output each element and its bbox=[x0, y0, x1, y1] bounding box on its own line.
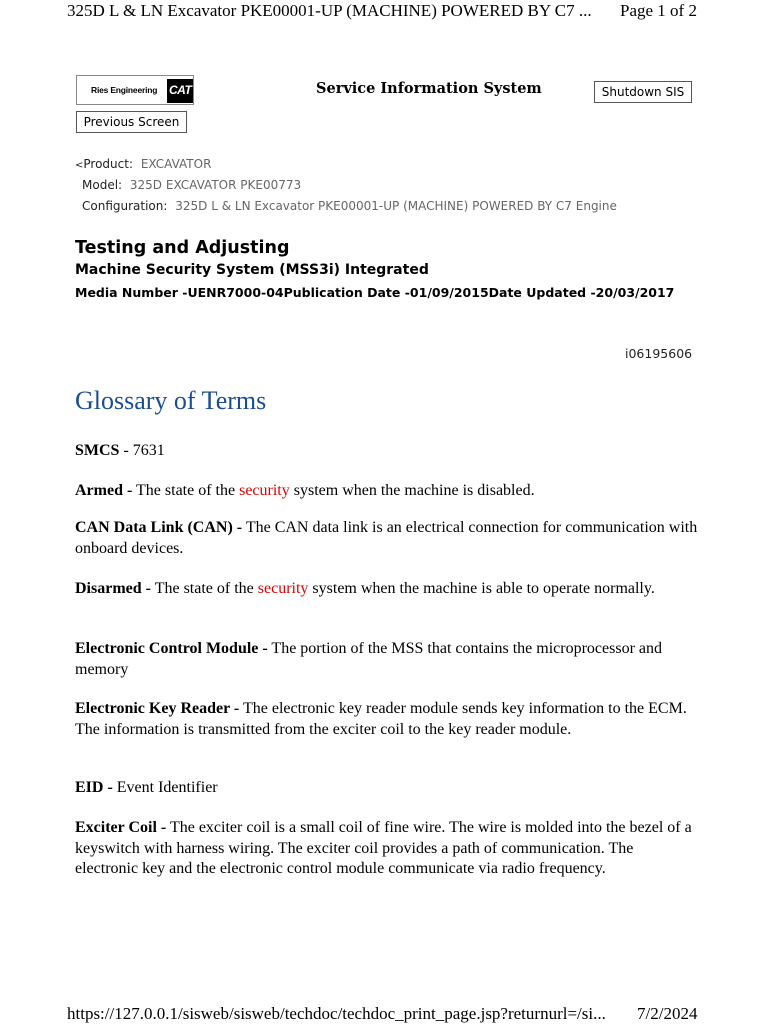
print-footer-url: https://127.0.0.1/sisweb/sisweb/techdoc/techdoc_print_page.jsp?returnurl=/si... bbox=[67, 1004, 606, 1023]
document-type: Testing and Adjusting bbox=[75, 238, 290, 258]
term-label: Exciter Coil - bbox=[75, 819, 167, 836]
term-label: Armed - bbox=[75, 482, 133, 499]
product-label: Product: bbox=[83, 157, 133, 171]
document-subtitle: Machine Security System (MSS3i) Integrated bbox=[75, 262, 429, 278]
term-text: Event Identifier bbox=[112, 779, 218, 796]
term-text: The electronic key reader module sends key information to the ECM. The information is transmitted from the exciter coil to the key reader module. bbox=[75, 700, 687, 738]
document-id: i06195606 bbox=[625, 346, 693, 361]
term-text: The state of the bbox=[150, 580, 258, 597]
model-label: Model: bbox=[82, 178, 123, 192]
back-chevron-icon[interactable]: < bbox=[75, 160, 84, 171]
cat-logo-text: CAT bbox=[169, 83, 192, 97]
smcs-line bbox=[75, 441, 700, 462]
dealer-name: Ries Engineering bbox=[91, 85, 158, 95]
glossary-entry bbox=[75, 778, 700, 799]
glossary-entry bbox=[75, 639, 700, 680]
term-text: The state of the bbox=[132, 482, 240, 499]
dealer-logo bbox=[76, 75, 194, 105]
shutdown-sis-button[interactable]: Shutdown SIS bbox=[594, 81, 692, 103]
model-value: 325D EXCAVATOR PKE00773 bbox=[129, 178, 302, 192]
media-info: Media Number -UENR7000-04Publication Date -01/09/2015Date Updated -20/03/2017 bbox=[75, 285, 675, 300]
glossary-entry bbox=[75, 579, 700, 600]
term-label: Electronic Key Reader - bbox=[75, 700, 240, 717]
term-text: The exciter coil is a small coil of fine wire. The wire is molded into the bezel of a keyswitch with harness wiring. The exciter coil provides a path of communication. The electronic key and the electronic control module communicate via radio frequency. bbox=[75, 819, 692, 877]
glossary-entry bbox=[75, 699, 700, 740]
product-value: EXCAVATOR bbox=[140, 157, 212, 171]
glossary-entry bbox=[75, 518, 700, 559]
glossary-entry bbox=[75, 481, 700, 502]
term-text: system when the machine is disabled. bbox=[289, 482, 535, 499]
cat-logo-icon bbox=[167, 79, 193, 103]
term-text: The portion of the MSS that contains the microprocessor and memory bbox=[75, 640, 663, 678]
previous-screen-button[interactable]: Previous Screen bbox=[76, 111, 187, 133]
term-text: system when the machine is able to operate normally. bbox=[308, 580, 655, 597]
product-row bbox=[75, 157, 211, 171]
smcs-label: SMCS bbox=[75, 442, 120, 459]
model-row bbox=[82, 178, 301, 192]
term-label: CAN Data Link (CAN) - bbox=[75, 519, 243, 536]
security-link[interactable]: security bbox=[257, 580, 309, 597]
smcs-value: - 7631 bbox=[123, 442, 165, 459]
page-number: Page 1 of 2 bbox=[620, 1, 697, 20]
print-date: 7/2/2024 bbox=[637, 1004, 698, 1023]
term-label: Electronic Control Module - bbox=[75, 640, 268, 657]
term-text: The CAN data link is an electrical connection for communication with onboard devices. bbox=[75, 519, 698, 557]
app-title: Service Information System bbox=[316, 80, 542, 97]
configuration-label: Configuration: bbox=[82, 199, 168, 213]
term-label: EID - bbox=[75, 779, 113, 796]
term-label: Disarmed - bbox=[75, 580, 151, 597]
configuration-value: 325D L & LN Excavator PKE00001-UP (MACHINE) POWERED BY C7 Engine bbox=[175, 199, 617, 213]
security-link[interactable]: security bbox=[239, 482, 290, 499]
print-header-title: 325D L & LN Excavator PKE00001-UP (MACHINE) POWERED BY C7 ... bbox=[67, 1, 592, 20]
page-title: Glossary of Terms bbox=[75, 386, 267, 415]
glossary-entry bbox=[75, 818, 700, 880]
configuration-row bbox=[82, 199, 617, 213]
